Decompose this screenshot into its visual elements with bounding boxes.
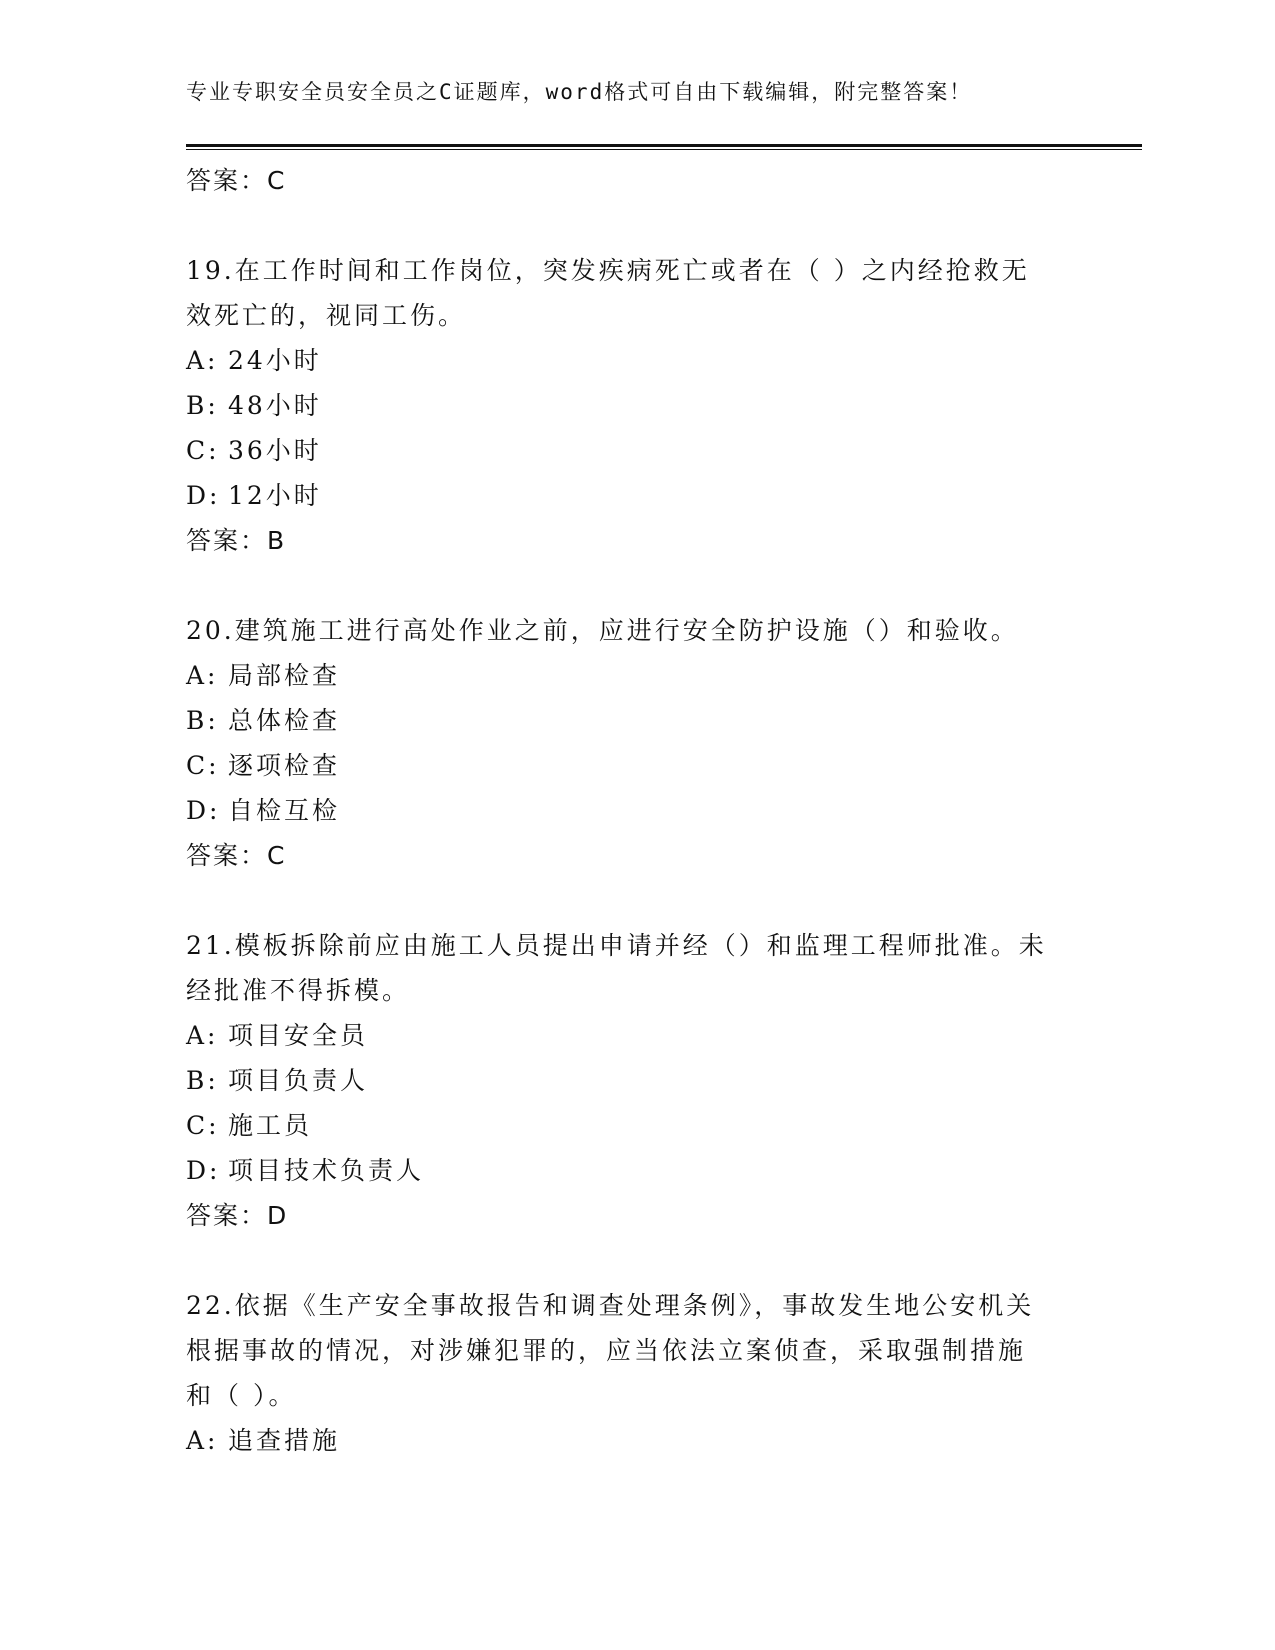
option-line	[186, 1148, 1086, 1193]
question-stem: 19.在工作时间和工作岗位，突发疾病死亡或者在（ ）之内经抢救无	[186, 256, 1030, 285]
option-line	[186, 1013, 1086, 1058]
option-key: A:	[186, 1426, 219, 1455]
option-key: B:	[186, 706, 219, 735]
question-stem: 和（ ）。	[186, 1381, 297, 1410]
option-text: 项目技术负责人	[228, 1156, 425, 1185]
option-text: 追查措施	[228, 1426, 341, 1455]
question-stem: 20.建筑施工进行高处作业之前，应进行安全防护设施（）和验收。	[186, 616, 1019, 645]
option-line	[186, 1103, 1086, 1148]
option-text: 自检互检	[228, 796, 341, 825]
option-text: 逐项检查	[228, 751, 341, 780]
answer-line: 答案：D	[186, 1201, 289, 1230]
question-stem: 根据事故的情况，对涉嫌犯罪的，应当依法立案侦查，采取强制措施	[186, 1336, 1027, 1365]
option-key: C:	[186, 1111, 220, 1140]
option-line	[186, 428, 1086, 473]
option-line	[186, 383, 1086, 428]
option-text: 项目安全员	[228, 1021, 369, 1050]
question-content	[186, 158, 1086, 1463]
option-key: B:	[186, 1066, 219, 1095]
spacer	[186, 203, 1086, 248]
option-key: A:	[186, 346, 219, 375]
spacer	[186, 563, 1086, 608]
question-block	[186, 248, 1086, 563]
option-key: C:	[186, 436, 220, 465]
option-text: 36小时	[228, 436, 322, 465]
option-line	[186, 698, 1086, 743]
option-key: C:	[186, 751, 220, 780]
option-line	[186, 473, 1086, 518]
question-block	[186, 923, 1086, 1238]
option-key: A:	[186, 661, 219, 690]
option-text: 局部检查	[228, 661, 341, 690]
option-key: A:	[186, 1021, 219, 1050]
header-rule	[186, 144, 1142, 150]
spacer	[186, 878, 1086, 923]
question-stem: 22.依据《生产安全事故报告和调查处理条例》，事故发生地公安机关	[186, 1291, 1035, 1320]
answer-line: 答案：C	[186, 841, 287, 870]
question-block	[186, 608, 1086, 878]
option-text: 48小时	[228, 391, 322, 420]
answer-line: 答案：C	[186, 166, 287, 195]
question-stem: 经批准不得拆模。	[186, 976, 411, 1005]
answer-line: 答案：B	[186, 526, 287, 555]
question-stem: 21.模板拆除前应由施工人员提出申请并经（）和监理工程师批准。未	[186, 931, 1047, 960]
spacer	[186, 1238, 1086, 1283]
option-text: 施工员	[228, 1111, 313, 1140]
option-line	[186, 1058, 1086, 1103]
option-key: D:	[186, 481, 221, 510]
option-text: 项目负责人	[228, 1066, 369, 1095]
option-text: 总体检查	[228, 706, 341, 735]
option-line	[186, 1418, 1086, 1463]
option-text: 24小时	[228, 346, 322, 375]
page-header: 专业专职安全员安全员之C证题库，word格式可自由下载编辑，附完整答案！	[186, 80, 973, 104]
question-block	[186, 1283, 1086, 1463]
question-stem: 效死亡的，视同工伤。	[186, 301, 467, 330]
option-key: B:	[186, 391, 219, 420]
option-key: D:	[186, 1156, 221, 1185]
option-line	[186, 653, 1086, 698]
option-text: 12小时	[228, 481, 322, 510]
option-key: D:	[186, 796, 221, 825]
option-line	[186, 338, 1086, 383]
option-line	[186, 788, 1086, 833]
option-line	[186, 743, 1086, 788]
